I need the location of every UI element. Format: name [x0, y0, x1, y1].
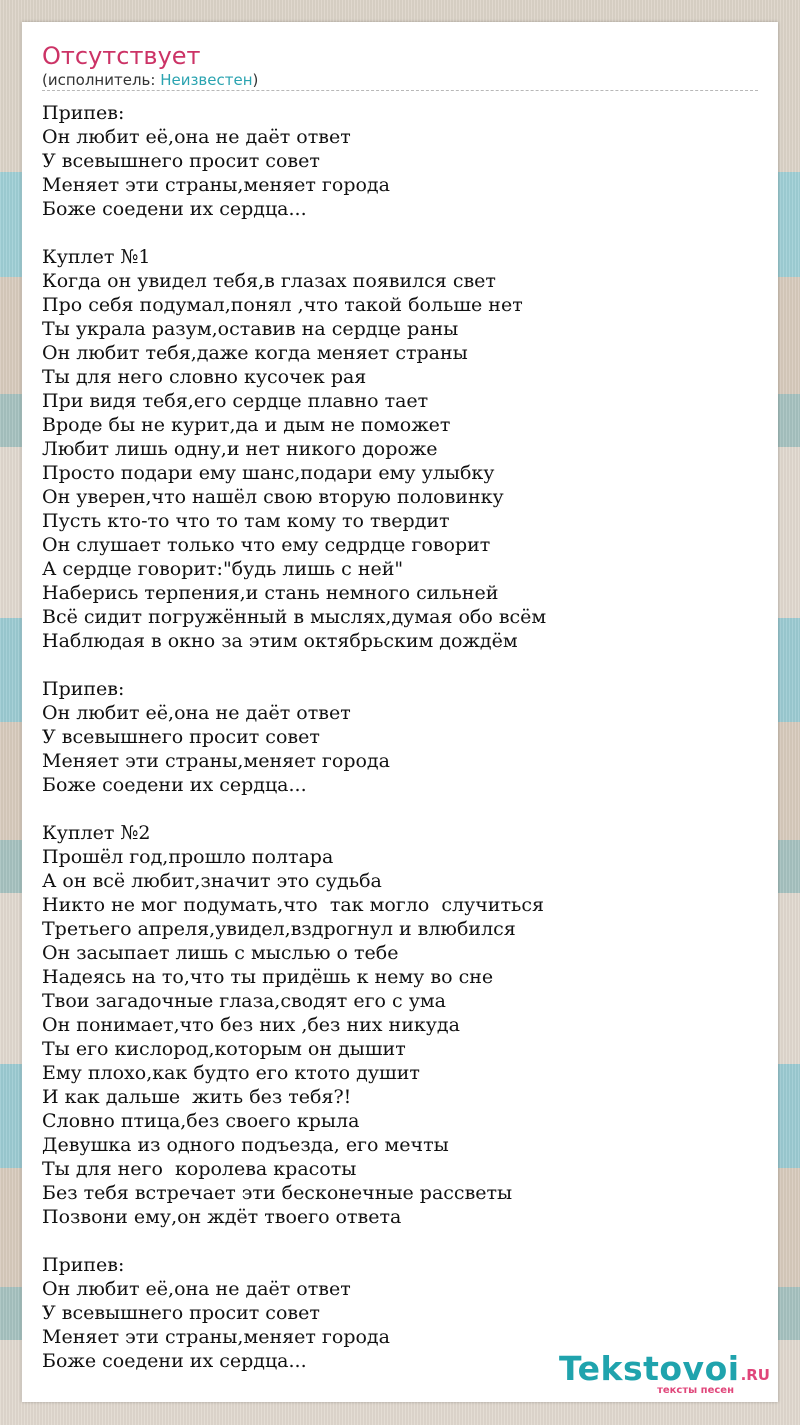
lyrics-line: Словно птица,без своего крыла: [42, 1110, 360, 1132]
lyrics-line: У всевышнего просит совет: [42, 726, 320, 748]
artist-prefix: (исполнитель:: [42, 71, 161, 89]
lyrics-line: Меняет эти страны,меняет города: [42, 750, 390, 772]
lyrics-line: У всевышнего просит совет: [42, 1302, 320, 1324]
logo-tld: .RU: [740, 1366, 770, 1384]
lyrics-line: При видя тебя,его сердце плавно тает: [42, 390, 429, 412]
lyrics-line: Он уверен,что нашёл свою вторую половинку: [42, 486, 504, 508]
lyrics-line: Надеясь на то,что ты придёшь к нему во сне: [42, 966, 494, 988]
lyrics-line: Вроде бы не курит,да и дым не поможет: [42, 414, 451, 436]
lyrics-line: Третьего апреля,увидел,вздрогнул и влюбился: [42, 918, 516, 940]
lyrics-line: Никто не мог подумать,что так могло случиться: [42, 894, 544, 916]
lyrics-line: И как дальше жить без тебя?!: [42, 1086, 352, 1108]
lyrics-line: Припев:: [42, 678, 125, 700]
lyrics-line: Он любит её,она не даёт ответ: [42, 1278, 351, 1300]
lyrics-line: А он всё любит,значит это судьба: [42, 870, 382, 892]
lyrics-blank-line: [42, 1229, 758, 1253]
lyrics-blank-line: [42, 653, 758, 677]
lyrics-line: Когда он увидел тебя,в глазах появился свет: [42, 270, 496, 292]
lyrics-line: Он любит её,она не даёт ответ: [42, 126, 351, 148]
lyrics-blank-line: [42, 797, 758, 821]
lyrics-line: Он понимает,что без них ,без них никуда: [42, 1014, 460, 1036]
site-logo[interactable]: [559, 1349, 770, 1396]
lyrics-line: Наберись терпения,и стань немного сильней: [42, 582, 499, 604]
lyrics-line: Боже соедени их сердца...: [42, 198, 307, 220]
logo-name: Tekstovoi: [559, 1349, 740, 1388]
lyrics-line: А сердце говорит:"будь лишь с ней": [42, 558, 404, 580]
lyrics-line: Про себя подумал,понял ,что такой больше нет: [42, 294, 523, 316]
lyrics-line: Куплет №1: [42, 246, 151, 268]
logo-tagline: тексты песен: [657, 1385, 734, 1396]
lyrics-line: Пусть кто-то что то там кому то твердит: [42, 510, 450, 532]
lyrics-line: Боже соедени их сердца...: [42, 1350, 307, 1372]
lyrics-blank-line: [42, 221, 758, 245]
lyrics-text: [42, 101, 758, 1373]
lyrics-line: Всё сидит погружённый в мыслях,думая обо всём: [42, 606, 547, 628]
lyrics-line: Прошёл год,прошло полтара: [42, 846, 334, 868]
lyrics-line: Он любит тебя,даже когда меняет страны: [42, 342, 468, 364]
lyrics-line: Ты для него королева красоты: [42, 1158, 357, 1180]
artist-link[interactable]: Неизвестен: [160, 71, 253, 89]
lyrics-line: Девушка из одного подъезда, его мечты: [42, 1134, 449, 1156]
lyrics-line: Просто подари ему шанс,подари ему улыбку: [42, 462, 495, 484]
lyrics-line: Он слушает только что ему седрдце говорит: [42, 534, 491, 556]
lyrics-line: Он засыпает лишь с мыслью о тебе: [42, 942, 399, 964]
lyrics-line: Боже соедени их сердца...: [42, 774, 307, 796]
song-title: Отсутствует: [42, 42, 201, 70]
lyrics-line: Припев:: [42, 1254, 125, 1276]
lyrics-line: Ты украла разум,оставив на сердце раны: [42, 318, 459, 340]
lyrics-line: Куплет №2: [42, 822, 151, 844]
artist-suffix: ): [252, 71, 259, 89]
lyrics-line: Меняет эти страны,меняет города: [42, 174, 390, 196]
lyrics-line: Наблюдая в окно за этим октябрьским дождём: [42, 630, 518, 652]
lyrics-line: Ему плохо,как будто его ктото душит: [42, 1062, 420, 1084]
lyrics-line: Твои загадочные глаза,сводят его с ума: [42, 990, 446, 1012]
lyrics-line: Ты его кислород,которым он дышит: [42, 1038, 406, 1060]
header-divider: [42, 90, 758, 91]
lyrics-line: Позвони ему,он ждёт твоего ответа: [42, 1206, 402, 1228]
lyrics-line: Меняет эти страны,меняет города: [42, 1326, 390, 1348]
lyrics-line: Без тебя встречает эти бесконечные рассветы: [42, 1182, 513, 1204]
lyrics-line: Припев:: [42, 102, 125, 124]
artist-line: [42, 70, 258, 90]
lyrics-line: Ты для него словно кусочек рая: [42, 366, 367, 388]
lyrics-line: Любит лишь одну,и нет никого дороже: [42, 438, 438, 460]
lyrics-card: [22, 22, 778, 1402]
lyrics-line: У всевышнего просит совет: [42, 150, 320, 172]
lyrics-line: Он любит её,она не даёт ответ: [42, 702, 351, 724]
